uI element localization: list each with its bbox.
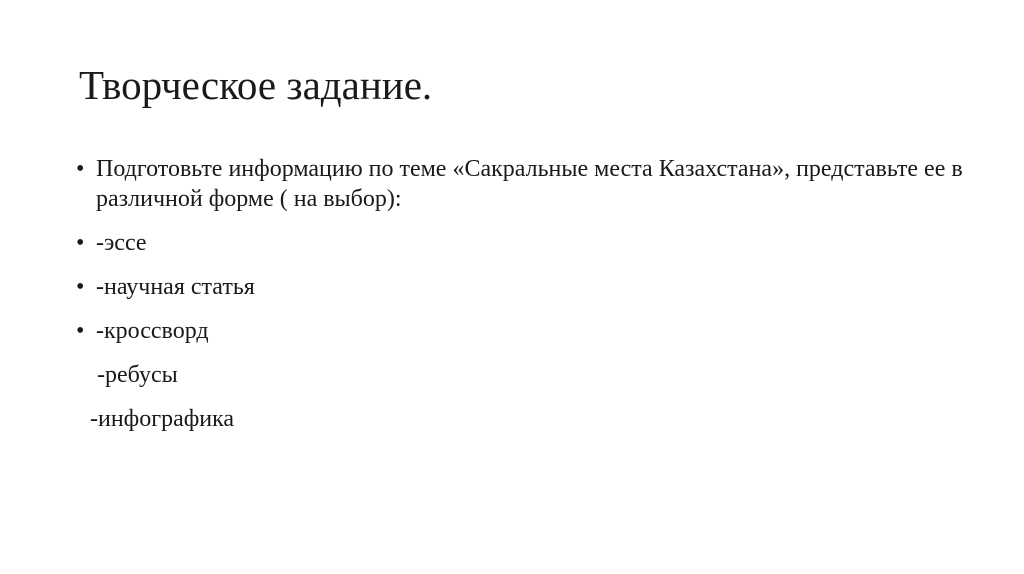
bullet-icon: •: [76, 230, 85, 256]
bullet-item-crossword: [76, 316, 976, 346]
bullet-icon: •: [76, 318, 85, 344]
bullet-item-task: [76, 154, 976, 214]
bullet-text: -научная статья: [96, 274, 255, 300]
line-infographic: -инфографика: [90, 406, 235, 432]
bullet-text: -кроссворд: [96, 318, 209, 344]
bullet-item-essay: [76, 228, 976, 258]
bullet-text: -эссе: [96, 230, 147, 256]
slide-content: [76, 154, 976, 448]
line-rebuses: -ребусы: [97, 362, 178, 388]
bullet-icon: •: [76, 274, 85, 300]
bullet-icon: •: [76, 156, 85, 182]
bullet-item-article: [76, 272, 976, 302]
bullet-text: Подготовьте информацию по теме «Сакральные места Казахстана», представьте ее в различной форме ( на выбор):: [96, 156, 963, 212]
slide-title: Творческое задание.: [79, 62, 433, 108]
